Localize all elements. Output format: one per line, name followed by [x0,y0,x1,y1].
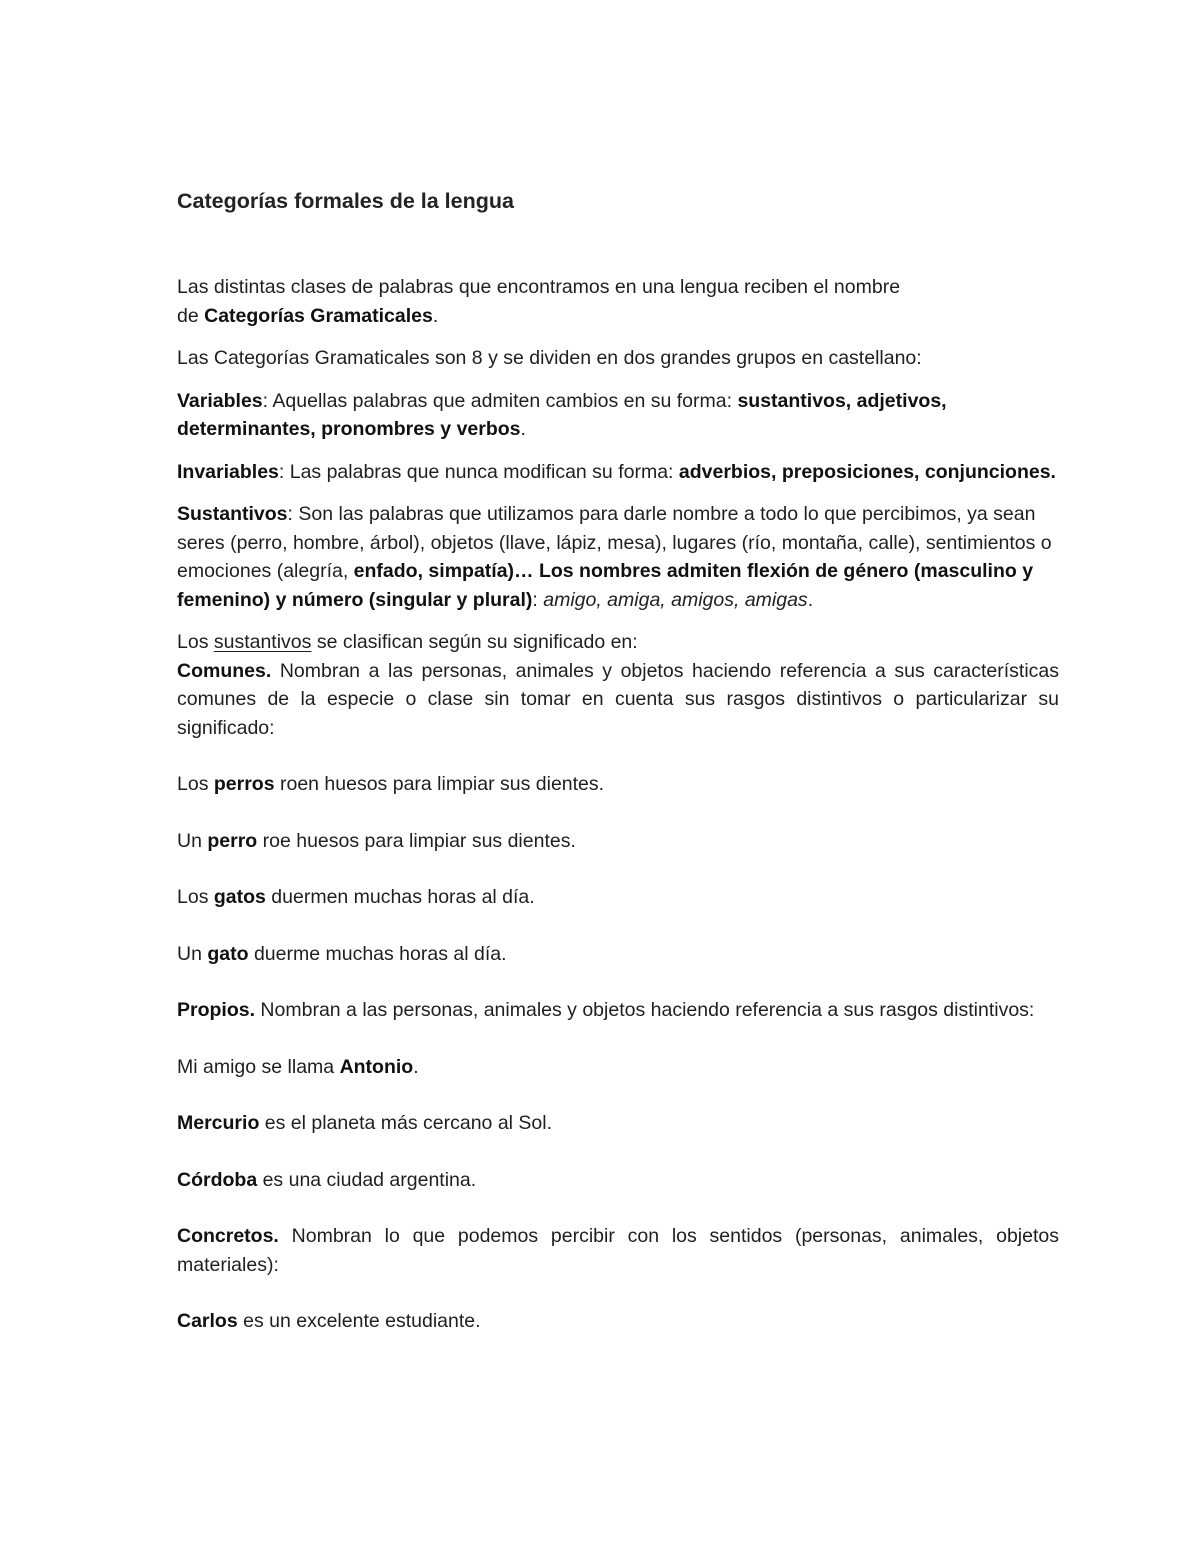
sustantivos-end: . [807,588,814,611]
example-post: duerme muchas horas al día. [248,942,507,965]
example-bold: gatos [213,886,266,908]
clasifican-underlined: sustantivos [213,631,312,653]
example-post: . [413,1055,419,1078]
example-sentence [177,883,1059,912]
example-post: roe huesos para limpiar sus dientes. [257,829,576,852]
sustantivos-label: Sustantivos [177,503,288,525]
invariables-items: adverbios, preposiciones, conjunciones. [678,460,1056,483]
example-bold: Mercurio [177,1112,260,1134]
variables-end: . [520,418,526,440]
example-sentence [177,940,1059,969]
clasifican-post: se clasifican según su significado en: [311,631,638,653]
intro-term: Categorías Gramaticales [204,304,433,327]
sustantivos-text: : Son las palabras que utilizamos para darle nombre a todo lo que percibimos, ya sean seres (perro, hombre, árbol), objetos (llave, lápiz, mesa), lugares (río, montaña, calle), sentimientos o emociones (alegría, [177,503,1052,582]
document-body [177,186,1059,1364]
propios-text: Nombran a las personas, animales y objetos haciendo referencia a sus rasgos distintivos: [255,999,1035,1021]
example-pre: Los [177,773,214,795]
sustantivos-colon: : [532,588,544,611]
sustantivos-examples: amigo, amiga, amigos, amigas [543,588,808,611]
example-pre: Mi amigo se llama [177,1055,340,1078]
example-sentence [177,1307,1059,1336]
sustantivos-paragraph [177,500,1059,614]
invariables-label: Invariables [177,460,279,483]
example-post: es el planeta más cercano al Sol. [259,1112,553,1134]
variables-label: Variables [177,389,263,412]
example-bold: gato [207,942,249,965]
example-post: es una ciudad argentina. [257,1168,477,1191]
concretos-paragraph [177,1222,1059,1279]
intro-end: . [432,304,439,327]
sustantivos-emotions: enfado, simpatía) [353,560,515,582]
invariables-text: : Las palabras que nunca modifican su forma: [278,460,679,483]
example-sentence [177,827,1059,856]
example-bold: Carlos [177,1310,238,1332]
example-bold: perros [213,773,275,795]
example-sentence [177,1166,1059,1195]
variables-text: : Aquellas palabras que admiten cambios en su forma: [262,389,738,412]
document-title: Categorías formales de la lengua [177,189,514,213]
groups-paragraph: Las Categorías Gramaticales son 8 y se dividen en dos grandes grupos en castellano: [177,347,922,369]
example-sentence [177,1109,1059,1138]
propios-paragraph [177,996,1059,1025]
intro-line: Las distintas clases de palabras que encontramos en una lengua reciben el nombre [177,276,901,298]
example-post: duermen muchas horas al día. [265,886,535,908]
example-post: roen huesos para limpiar sus dientes. [274,773,605,795]
example-pre: Los [177,886,214,908]
clasifican-pre: Los [177,631,214,653]
concretos-text: Nombran lo que podemos percibir con los sentidos (personas, animales, objetos materiales): [177,1225,1059,1276]
comunes-paragraph [177,657,1059,743]
variables-paragraph [177,387,1059,444]
variables-items: sustantivos, adjetivos, determinantes, pronombres y verbos [177,389,947,440]
example-sentence [177,1053,1059,1082]
concretos-label: Concretos. [177,1225,279,1247]
invariables-paragraph [177,458,1059,487]
intro-de: de [177,304,205,327]
example-bold: Antonio [339,1055,414,1078]
comunes-label: Comunes. [177,659,272,682]
example-sentence [177,770,1059,799]
example-pre: Un [177,942,208,965]
intro-paragraph [177,273,1059,330]
comunes-text: Nombran a las personas, animales y objetos haciendo referencia a sus características comunes de la especie o clase sin tomar en cuenta sus rasgos distintivos o particularizar su significado: [177,659,1059,739]
propios-label: Propios. [177,999,256,1021]
example-bold: perro [207,829,258,852]
clasifican-paragraph [177,628,1059,657]
example-bold: Córdoba [177,1168,258,1191]
example-post: es un excelente estudiante. [237,1310,481,1332]
sustantivos-flexion: … Los nombres admiten flexión de género (masculino y femenino) y número (singular y plural) [177,560,1034,611]
example-pre: Un [177,829,208,852]
